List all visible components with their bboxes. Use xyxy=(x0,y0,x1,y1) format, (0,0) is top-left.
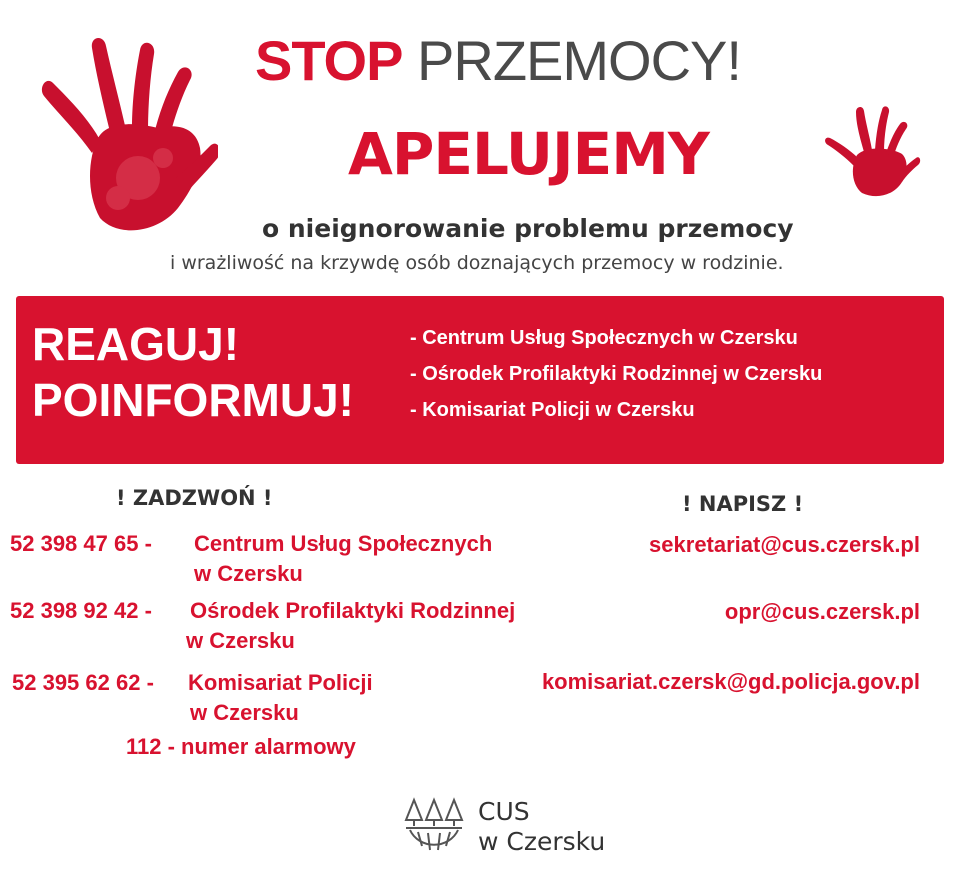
cus-logo-icon xyxy=(402,796,468,858)
title-stop: STOP xyxy=(255,29,403,92)
banner-item: - Komisariat Policji w Czersku xyxy=(410,399,695,421)
phone-institution-city: w Czersku xyxy=(194,561,303,586)
banner-item: - Ośrodek Profilaktyki Rodzinnej w Czersku xyxy=(410,363,823,385)
phone-number[interactable]: 52 395 62 62 - xyxy=(12,670,154,695)
subtitle-line1: o nieignorowanie problemu przemocy xyxy=(262,214,794,243)
red-handprint-right xyxy=(822,100,922,200)
cus-logo-text xyxy=(478,797,605,857)
write-heading: ! NAPISZ ! xyxy=(682,492,804,516)
banner-institution-list xyxy=(410,320,822,428)
logo-line1: CUS xyxy=(478,797,530,826)
subtitle-line2: i wrażliwość na krzywdę osób doznających przemocy w rodzinie. xyxy=(170,252,784,274)
email-link[interactable]: komisariat.czersk@gd.policja.gov.pl xyxy=(541,669,920,694)
phone-number[interactable]: 52 398 47 65 - xyxy=(10,531,152,556)
call-heading: ! ZADZWOŃ ! xyxy=(116,486,273,510)
reaguj-text: REAGUJ! xyxy=(32,318,240,370)
banner-callout xyxy=(32,316,354,428)
red-handprint-left xyxy=(28,28,218,234)
phone-institution-city: w Czersku xyxy=(190,700,299,725)
email-link[interactable]: opr@cus.czersk.pl xyxy=(724,599,920,624)
phone-institution: Ośrodek Profilaktyki Rodzinnej xyxy=(190,598,516,623)
emergency-number[interactable]: 112 - numer alarmowy xyxy=(126,734,356,759)
phone-institution-city: w Czersku xyxy=(186,628,295,653)
phone-number[interactable]: 52 398 92 42 - xyxy=(10,598,152,623)
poinformuj-text: POINFORMUJ! xyxy=(32,374,354,426)
apelujemy-heading: APELUJEMY xyxy=(348,120,709,188)
email-link[interactable]: sekretariat@cus.czersk.pl xyxy=(649,532,920,557)
banner-item: - Centrum Usług Społecznych w Czersku xyxy=(410,327,798,349)
logo-line2: w Czersku xyxy=(478,827,606,856)
phone-institution: Centrum Usług Społecznych xyxy=(194,531,493,556)
title-przemocy: PRZEMOCY! xyxy=(417,29,741,92)
phone-institution: Komisariat Policji xyxy=(188,670,373,695)
main-title xyxy=(255,28,835,93)
